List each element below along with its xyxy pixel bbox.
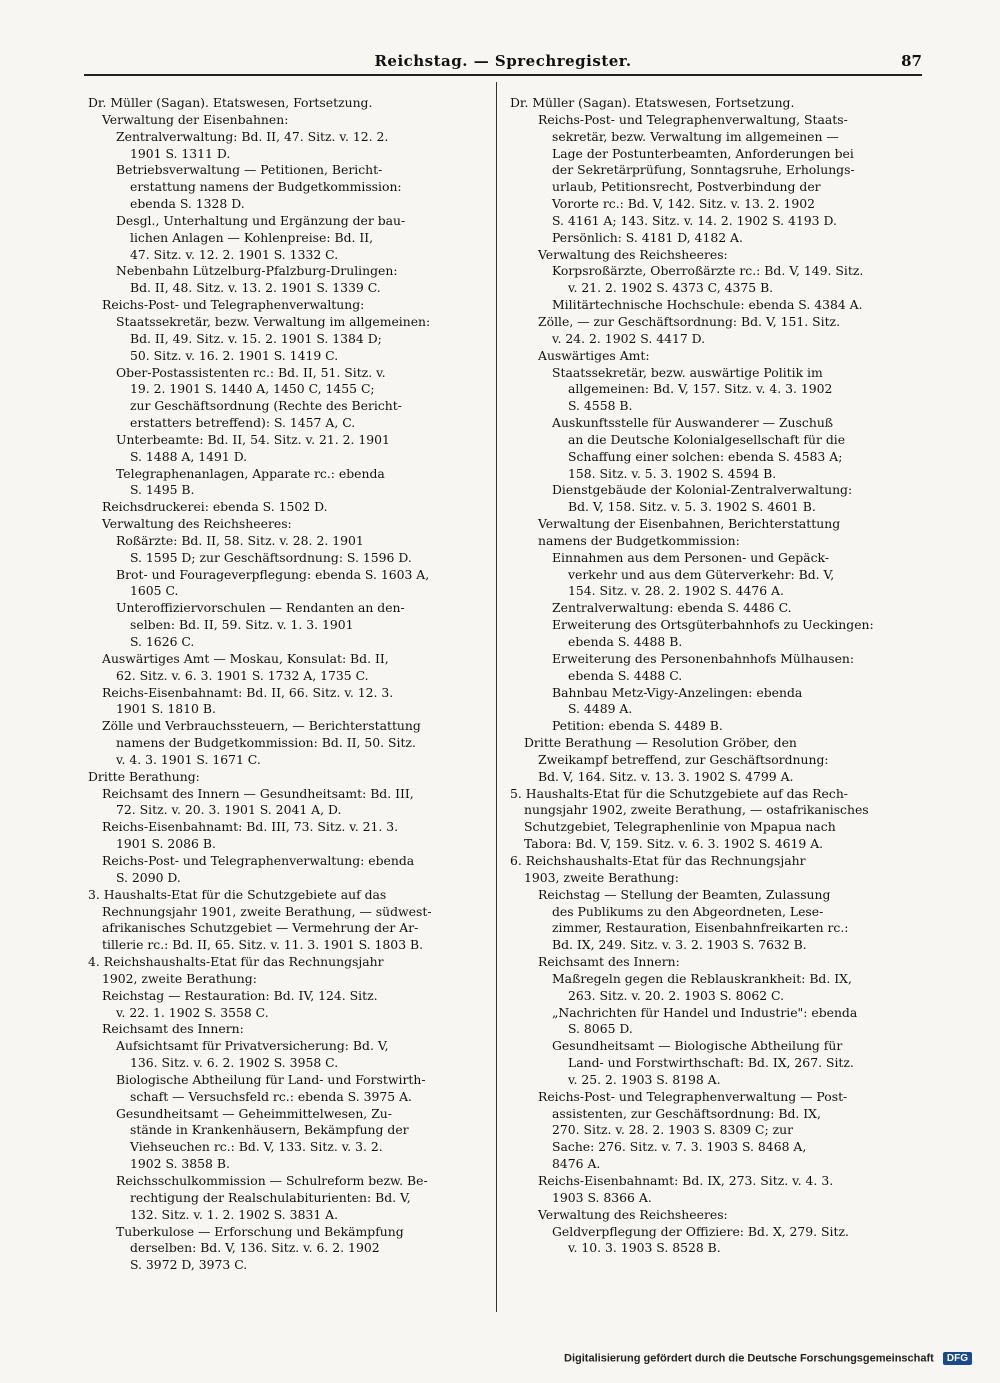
register-line: 72. Sitz. v. 20. 3. 1901 S. 2041 A, D. (116, 802, 342, 818)
register-line: Betriebsverwaltung — Petitionen, Bericht- (116, 162, 383, 178)
page-number: 87 (901, 52, 922, 70)
register-line: „Nachrichten für Handel und Industrie": ebenda (552, 1004, 858, 1020)
register-line: Vororte rc.: Bd. V, 142. Sitz. v. 13. 2. 1902 (552, 196, 816, 212)
register-line: Desgl., Unterhaltung und Ergänzung der bau- (116, 212, 406, 228)
register-line: Bd. II, 49. Sitz. v. 15. 2. 1901 S. 1384 D; (130, 330, 382, 346)
register-line: Verwaltung des Reichsheeres: (102, 516, 292, 532)
register-line: 1901 S. 2086 B. (116, 836, 216, 852)
register-line: Reichsamt des Innern: (538, 954, 680, 970)
register-line: Schaffung einer solchen: ebenda S. 4583 A; (568, 448, 843, 464)
register-line: Sache: 276. Sitz. v. 7. 3. 1903 S. 8468 A, (552, 1139, 807, 1155)
register-line: 1901 S. 1810 B. (116, 701, 216, 717)
register-line: verkehr und aus dem Güterverkehr: Bd. V, (568, 566, 835, 582)
register-line: Reichs-Eisenbahnamt: Bd. III, 73. Sitz. v. 21. 3. (102, 819, 399, 835)
register-line: Erweiterung des Personenbahnhofs Mülhausen: (552, 650, 855, 666)
register-line: Erweiterung des Ortsgüterbahnhofs zu Ueckingen: (552, 617, 874, 633)
register-line: Reichsdruckerei: ebenda S. 1502 D. (102, 499, 328, 515)
register-line: Lage der Postunterbeamten, Anforderungen bei (552, 145, 854, 161)
register-line: 136. Sitz. v. 6. 2. 1902 S. 3958 C. (130, 1055, 339, 1071)
register-line: Dienstgebäude der Kolonial-Zentralverwaltung: (552, 482, 853, 498)
register-line: Dr. Müller (Sagan). Etatswesen, Fortsetzung. (510, 95, 795, 110)
register-line: 50. Sitz. v. 16. 2. 1901 S. 1419 C. (130, 347, 339, 363)
register-line: S. 1495 B. (130, 482, 195, 498)
register-line: Gesundheitsamt — Biologische Abtheilung für (552, 1038, 843, 1054)
register-line: urlaub, Petitionsrecht, Postverbindung der (552, 179, 821, 195)
register-line: ebenda S. 4488 B. (568, 634, 683, 649)
register-line: 263. Sitz. v. 20. 2. 1903 S. 8062 C. (568, 987, 785, 1003)
register-line: v. 4. 3. 1901 S. 1671 C. (116, 751, 261, 767)
register-line: Dr. Müller (Sagan). Etatswesen, Fortsetzung. (88, 95, 373, 110)
footer-credit (564, 1352, 972, 1365)
register-line: lichen Anlagen — Kohlenpreise: Bd. II, (130, 229, 374, 245)
register-line: Roßärzte: Bd. II, 58. Sitz. v. 28. 2. 1901 (116, 532, 364, 548)
register-line: Petition: ebenda S. 4489 B. (552, 718, 723, 734)
register-line: Zölle, — zur Geschäftsordnung: Bd. V, 151. Sitz. (538, 313, 841, 329)
register-line: assistenten, zur Geschäftsordnung: Bd. IX, (552, 1105, 821, 1121)
register-line: Zentralverwaltung: Bd. II, 47. Sitz. v. 12. 2. (116, 128, 389, 144)
register-line: Unterbeamte: Bd. II, 54. Sitz. v. 21. 2. 1901 (116, 431, 390, 447)
register-line: Gesundheitsamt — Geheimmittelwesen, Zu- (116, 1105, 392, 1121)
register-line: 132. Sitz. v. 1. 2. 1902 S. 3831 A. (130, 1206, 339, 1222)
register-line: des Publikums zu den Abgeordneten, Lese- (552, 903, 824, 919)
register-line: afrikanisches Schutzgebiet — Vermehrung der Ar- (102, 920, 419, 936)
register-line: Unteroffiziervorschulen — Rendanten an den- (116, 600, 405, 616)
register-line: Reichs-Post- und Telegraphenverwaltung: (102, 297, 365, 313)
register-line: 8476 A. (552, 1156, 601, 1172)
register-line: Zölle und Verbrauchssteuern, — Berichterstattung (102, 718, 421, 734)
register-line: 47. Sitz. v. 12. 2. 1901 S. 1332 C. (130, 246, 339, 262)
register-line: Tuberkulose — Erforschung und Bekämpfung (116, 1223, 404, 1239)
register-line: namens der Budgetkommission: Bd. II, 50. Sitz. (116, 735, 416, 751)
register-line: Reichstag — Restauration: Bd. IV, 124. Sitz. (102, 987, 378, 1003)
register-line: allgemeinen: Bd. V, 157. Sitz. v. 4. 3. 1902 (568, 381, 833, 397)
register-line: 270. Sitz. v. 28. 2. 1903 S. 8309 C; zur (552, 1122, 794, 1138)
register-line: Verwaltung des Reichsheeres: (538, 1206, 728, 1222)
dfg-logo: DFG (943, 1352, 972, 1365)
register-line: ebenda S. 4488 C. (568, 667, 683, 683)
register-line: 1902, zweite Berathung: (102, 970, 257, 986)
register-line: Viehseuchen rc.: Bd. V, 133. Sitz. v. 3. 2. (130, 1139, 383, 1155)
register-line: 3. Haushalts-Etat für die Schutzgebiete auf das (88, 886, 387, 902)
register-line: nungsjahr 1902, zweite Berathung, — ostafrikanisches (524, 802, 869, 818)
register-line: zimmer, Restauration, Eisenbahnfreikarten rc.: (552, 920, 849, 936)
register-line: erstatters betreffend): S. 1457 A, C. (130, 415, 356, 431)
register-line: Nebenbahn Lützelburg-Pfalzburg-Drulingen: (116, 263, 398, 279)
register-line: rechtigung der Realschulabiturienten: Bd. V, (130, 1189, 411, 1205)
register-line: S. 4558 B. (568, 398, 633, 414)
register-line: zur Geschäftsordnung (Rechte des Bericht- (130, 398, 402, 414)
register-line: 1903 S. 8366 A. (552, 1189, 652, 1205)
register-line: Verwaltung der Eisenbahnen, Berichterstattung (538, 516, 841, 532)
register-line: 1903, zweite Berathung: (524, 869, 679, 885)
register-line: Geldverpflegung der Offiziere: Bd. X, 279. Sitz. (552, 1223, 849, 1239)
register-line: tillerie rc.: Bd. II, 65. Sitz. v. 11. 3. 1901 S. 1803 B. (102, 937, 424, 953)
page-header (84, 52, 922, 76)
register-line: Aufsichtsamt für Privatversicherung: Bd. V, (116, 1038, 389, 1054)
register-line: Staatssekretär, bezw. auswärtige Politik im (552, 364, 823, 380)
register-line: Reichs-Post- und Telegraphenverwaltung — Post- (538, 1088, 848, 1104)
register-line: 5. Haushalts-Etat für die Schutzgebiete auf das Rech- (510, 785, 848, 801)
register-line: Dritte Berathung: (88, 768, 200, 784)
register-line: Biologische Abtheilung für Land- und Forstwirth- (116, 1071, 426, 1087)
register-line: Maßregeln gegen die Reblauskrankheit: Bd. IX, (552, 970, 852, 986)
column-divider (496, 82, 497, 1312)
register-line: Reichstag — Stellung der Beamten, Zulassung (538, 886, 831, 902)
register-line: Korpsroßärzte, Oberroßärzte rc.: Bd. V, 149. Sitz. (552, 263, 864, 279)
register-line: an die Deutsche Kolonialgesellschaft für die (568, 431, 846, 447)
register-line: selben: Bd. II, 59. Sitz. v. 1. 3. 1901 (130, 617, 354, 633)
register-line: namens der Budgetkommission: (538, 532, 740, 548)
register-line: erstattung namens der Budgetkommission: (130, 179, 402, 195)
register-line: Brot- und Fourageverpflegung: ebenda S. 1603 A, (116, 566, 430, 582)
register-line: Auskunftsstelle für Auswanderer — Zuschuß (552, 415, 834, 431)
register-line: Zentralverwaltung: ebenda S. 4486 C. (552, 600, 792, 616)
register-line: 154. Sitz. v. 28. 2. 1902 S. 4476 A. (568, 583, 784, 599)
register-line: S. 4489 A. (568, 701, 633, 717)
register-line: Land- und Forstwirthschaft: Bd. IX, 267. Sitz. (568, 1055, 854, 1071)
register-line: 19. 2. 1901 S. 1440 A, 1450 C, 1455 C; (130, 381, 375, 397)
register-line: Schutzgebiet, Telegraphenlinie von Mpapua nach (524, 819, 836, 835)
register-line: Bahnbau Metz-Vigy-Anzelingen: ebenda (552, 684, 803, 700)
register-line: 158. Sitz. v. 5. 3. 1902 S. 4594 B. (568, 465, 777, 481)
register-line: S. 3972 D, 3973 C. (130, 1257, 248, 1273)
register-line: Dritte Berathung — Resolution Gröber, den (524, 735, 797, 751)
register-line: 4. Reichshaushalts-Etat für das Rechnungsjahr (88, 954, 384, 970)
register-line: Staatssekretär, bezw. Verwaltung im allgemeinen: (116, 313, 431, 329)
register-line: 62. Sitz. v. 6. 3. 1901 S. 1732 A, 1735 C. (116, 667, 369, 683)
register-line: Auswärtiges Amt — Moskau, Konsulat: Bd. II, (102, 650, 389, 666)
register-line: Reichsschulkommission — Schulreform bezw. Be- (116, 1173, 428, 1188)
register-line: S. 8065 D. (568, 1021, 633, 1037)
register-line: Rechnungsjahr 1901, zweite Berathung, — südwest- (102, 903, 432, 919)
register-line: sekretär, bezw. Verwaltung im allgemeinen — (552, 128, 839, 144)
register-line: stände in Krankenhäusern, Bekämpfung der (130, 1122, 409, 1138)
register-line: Einnahmen aus dem Personen- und Gepäck- (552, 549, 830, 565)
register-line: Telegraphenanlagen, Apparate rc.: ebenda (116, 465, 385, 481)
register-line: Bd. II, 48. Sitz. v. 13. 2. 1901 S. 1339 C. (130, 280, 381, 296)
right-column (510, 95, 920, 1257)
register-line: 1901 S. 1311 D. (130, 145, 231, 161)
register-line: ebenda S. 1328 D. (130, 196, 245, 212)
register-line: Reichs-Eisenbahnamt: Bd. II, 66. Sitz. v. 12. 3. (102, 684, 394, 700)
register-line: derselben: Bd. V, 136. Sitz. v. 6. 2. 1902 (130, 1240, 380, 1256)
register-line: Tabora: Bd. V, 159. Sitz. v. 6. 3. 1902 S. 4619 A. (524, 836, 824, 852)
register-line: Militärtechnische Hochschule: ebenda S. 4384 A. (552, 297, 863, 313)
register-line: S. 1595 D; zur Geschäftsordnung: S. 1596 D. (130, 549, 412, 565)
running-title: Reichstag. — Sprechregister. (374, 52, 632, 70)
register-line: v. 25. 2. 1903 S. 8198 A. (568, 1071, 721, 1087)
register-line: Auswärtiges Amt: (538, 347, 650, 363)
register-line: 6. Reichshaushalts-Etat für das Rechnungsjahr (510, 852, 806, 868)
register-line: S. 4161 A; 143. Sitz. v. 14. 2. 1902 S. 4193 D. (552, 212, 837, 228)
register-line: v. 24. 2. 1902 S. 4417 D. (552, 330, 706, 346)
register-line: 1902 S. 3858 B. (130, 1156, 230, 1172)
register-line: Verwaltung des Reichsheeres: (538, 246, 728, 262)
register-line: Reichsamt des Innern — Gesundheitsamt: Bd. III, (102, 785, 414, 801)
register-line: S. 1626 C. (130, 634, 195, 649)
register-line: v. 21. 2. 1902 S. 4373 C, 4375 B. (568, 280, 774, 296)
register-line: Reichs-Eisenbahnamt: Bd. IX, 273. Sitz. v. 4. 3. (538, 1173, 834, 1188)
register-line: v. 22. 1. 1902 S. 3558 C. (116, 1004, 269, 1020)
register-line: Reichs-Post- und Telegraphenverwaltung, Staats- (538, 111, 848, 127)
register-line: schaft — Versuchsfeld rc.: ebenda S. 3975 A. (130, 1088, 412, 1104)
register-line: 1605 C. (130, 583, 179, 599)
register-line: Bd. V, 164. Sitz. v. 13. 3. 1902 S. 4799 A. (538, 768, 794, 784)
register-line: S. 1488 A, 1491 D. (130, 448, 248, 464)
register-line: Bd. IX, 249. Sitz. v. 3. 2. 1903 S. 7632 B. (552, 937, 807, 953)
register-line: Ober-Postassistenten rc.: Bd. II, 51. Sitz. v. (116, 364, 386, 380)
left-column (88, 95, 488, 1274)
register-line: Persönlich: S. 4181 D, 4182 A. (552, 229, 743, 245)
register-line: S. 2090 D. (116, 869, 181, 885)
register-line: Bd. V, 158. Sitz. v. 5. 3. 1902 S. 4601 B. (568, 499, 816, 515)
register-line: v. 10. 3. 1903 S. 8528 B. (568, 1240, 721, 1256)
register-line: Verwaltung der Eisenbahnen: (102, 111, 289, 127)
register-line: der Sekretärprüfung, Sonntagsruhe, Erholungs- (552, 162, 855, 178)
register-line: Zweikampf betreffend, zur Geschäftsordnung: (538, 751, 829, 767)
footer-text: Digitalisierung gefördert durch die Deutsche Forschungsgemeinschaft (564, 1352, 934, 1365)
register-line: Reichsamt des Innern: (102, 1021, 244, 1037)
register-line: Reichs-Post- und Telegraphenverwaltung: ebenda (102, 852, 415, 868)
